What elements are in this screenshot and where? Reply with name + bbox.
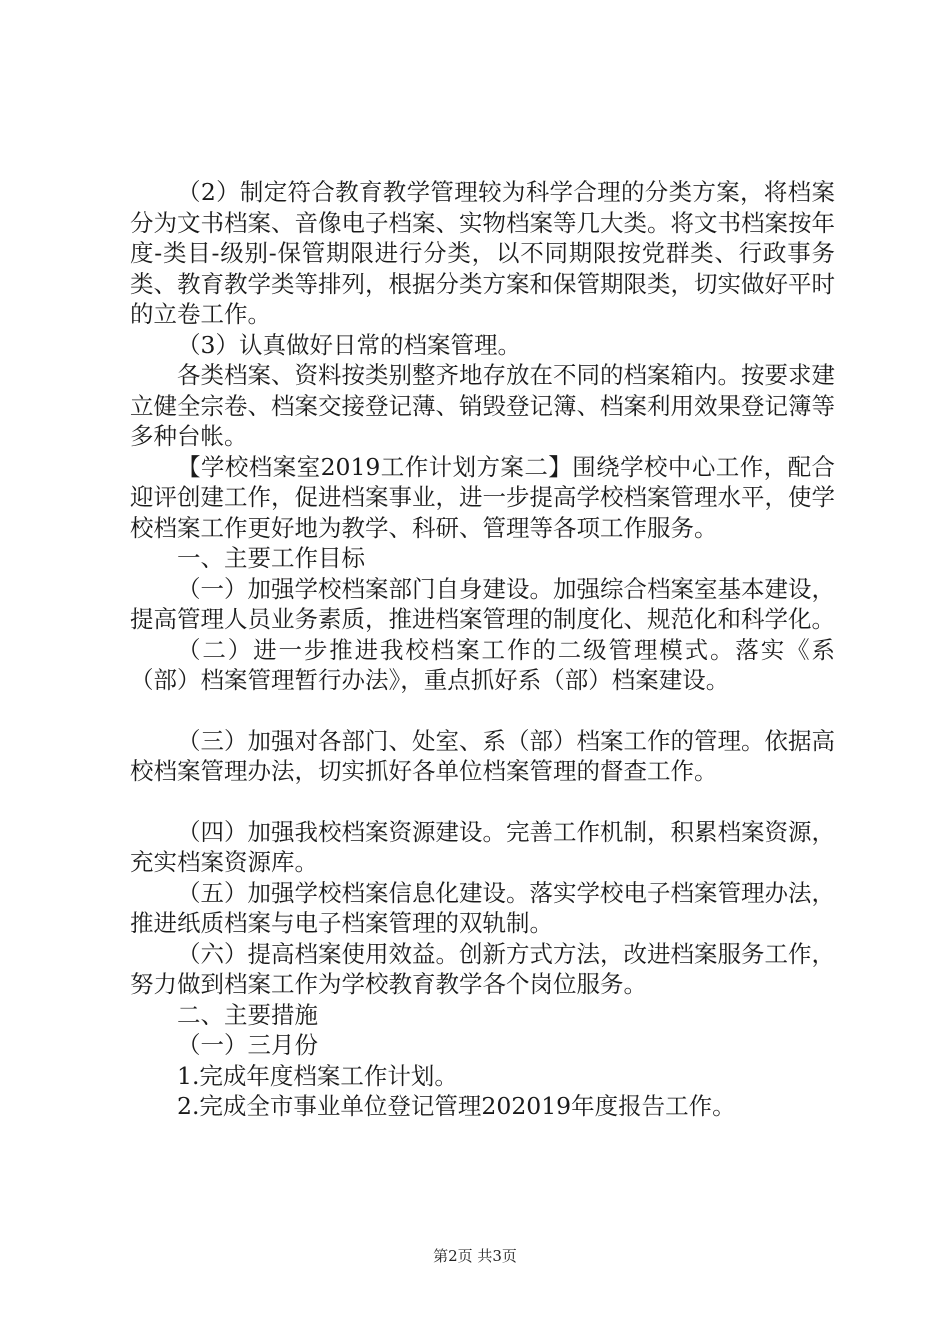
paragraph-goal-six: （六）提高档案使用效益。创新方式方法，改进档案服务工作，努力做到档案工作为学校教育教学各个岗位服务。 <box>130 939 835 998</box>
list-item-annual-plan: 1.完成年度档案工作计划。 <box>177 1061 458 1090</box>
paragraph-goal-four: （四）加强我校档案资源建设。完善工作机制，积累档案资源，充实档案资源库。 <box>130 817 835 876</box>
list-item-annual-report: 2.完成全市事业单位登记管理202019年度报告工作。 <box>177 1092 736 1120</box>
paragraph-goal-five: （五）加强学校档案信息化建设。落实学校电子档案管理办法，推进纸质档案与电子档案管理的双轨制。 <box>130 878 835 937</box>
page-number-footer: 第2页 共3页 <box>433 1247 517 1265</box>
paragraph-goal-three: （三）加强对各部门、处室、系（部）档案工作的管理。依据高校档案管理办法，切实抓好各单位档案管理的督查工作。 <box>130 726 835 785</box>
paragraph-plan-two-intro: 【学校档案室2019工作计划方案二】围绕学校中心工作，配合迎评创建工作，促进档案事业，进一步提高学校档案管理水平，使学校档案工作更好地为教学、科研、管理等各项工作服务。 <box>130 452 835 542</box>
subheading-march: （一）三月份 <box>177 1031 318 1059</box>
paragraph-daily-management-heading: （3）认真做好日常的档案管理。 <box>177 330 521 359</box>
document-body <box>130 177 835 1122</box>
paragraph-goal-two: （二）进一步推进我校档案工作的二级管理模式。落实《系（部）档案管理暂行办法》，重点抓好系（部）档案建设。 <box>130 635 835 694</box>
section-heading-main-goals: 一、主要工作目标 <box>177 544 365 572</box>
paragraph-classification-scheme: （2）制定符合教育教学管理较为科学合理的分类方案，将档案分为文书档案、音像电子档案、实物档案等几大类。将文书档案按年度-类目-级别-保管期限进行分类，以不同期限按党群类、行政事务类、教育教学类等排列，根据分类方案和保管期限类，切实做好平时的立卷工作。 <box>130 178 835 328</box>
paragraph-goal-one: （一）加强学校档案部门自身建设。加强综合档案室基本建设，提高管理人员业务素质，推进档案管理的制度化、规范化和科学化。 <box>130 574 835 633</box>
section-heading-main-measures: 二、主要措施 <box>177 1000 318 1029</box>
paragraph-archive-storage: 各类档案、资料按类别整齐地存放在不同的档案箱内。按要求建立健全宗卷、档案交接登记薄、销毁登记簿、档案利用效果登记簿等多种台帐。 <box>130 361 835 450</box>
